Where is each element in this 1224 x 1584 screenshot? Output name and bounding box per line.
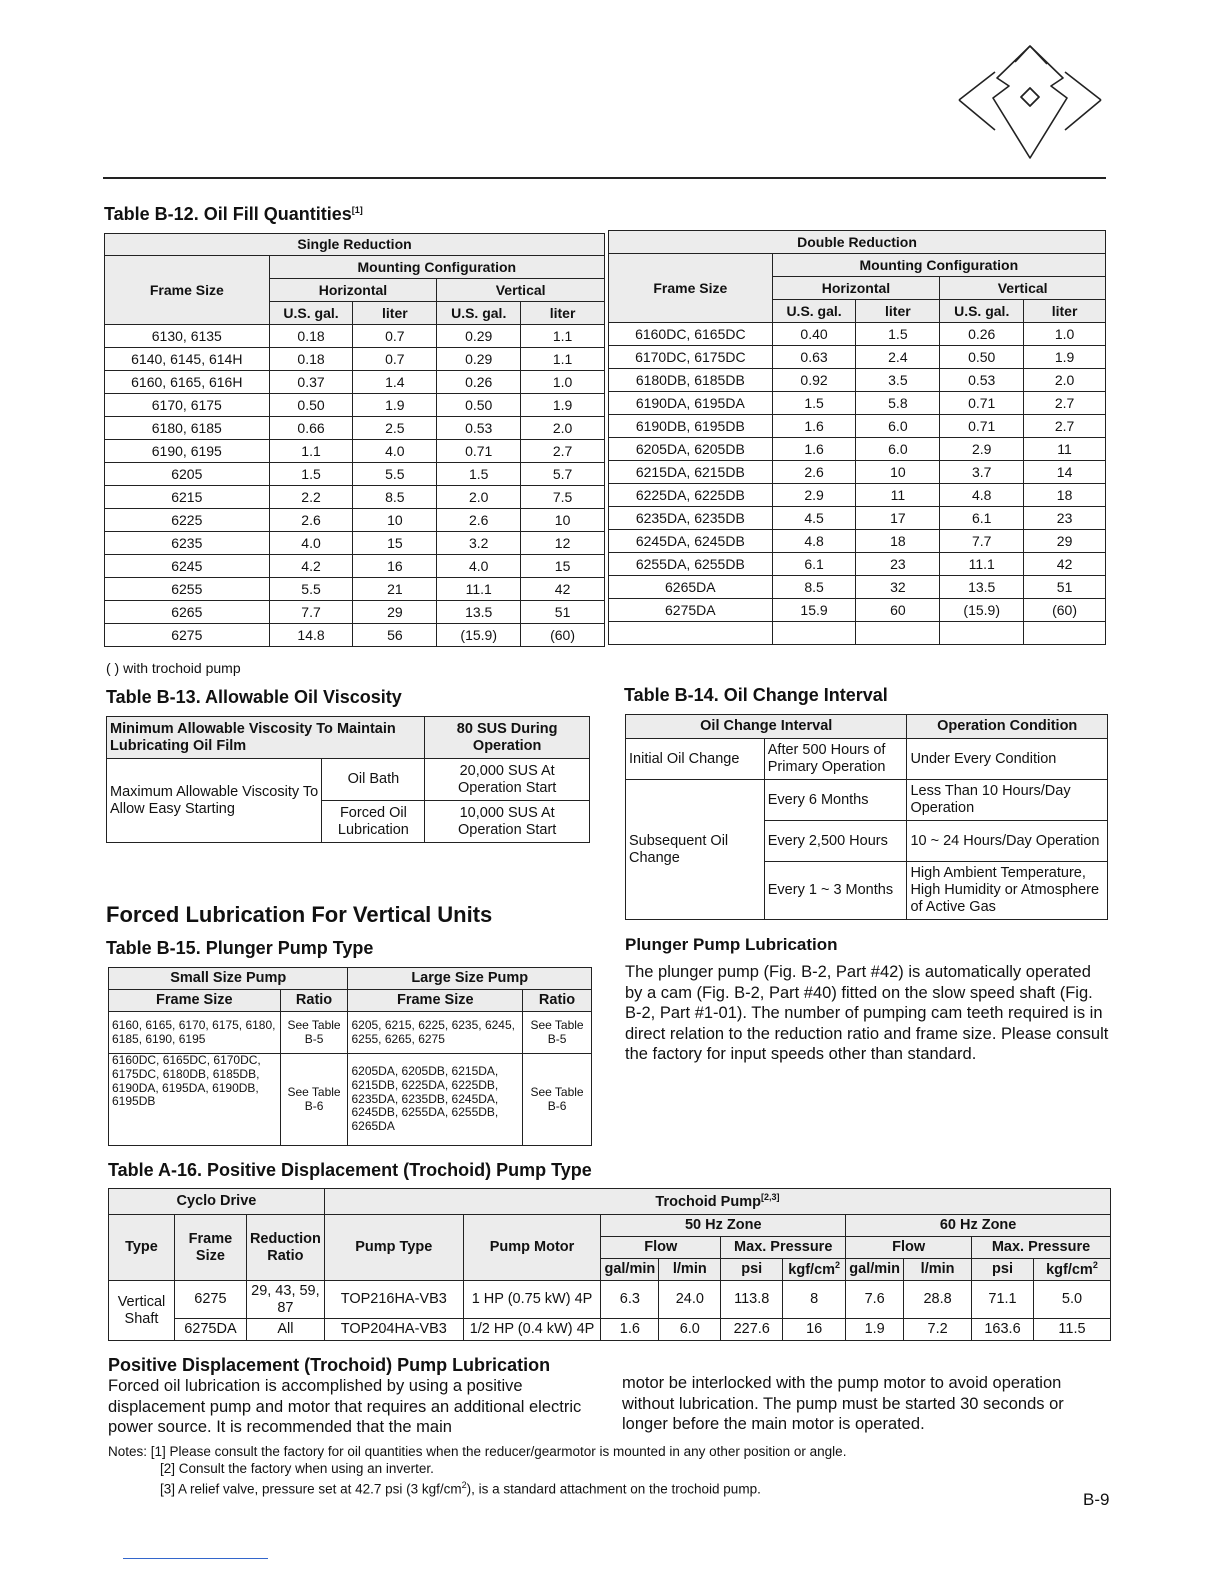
horizontal-header: Horizontal <box>269 279 437 302</box>
note-1: [1] Please consult the factory for oil quantities when the reducer/gearmotor is mounted in any other position or angle. <box>150 1444 847 1459</box>
table-cell: 51 <box>1024 576 1106 599</box>
plunger-heading: Plunger Pump Lubrication <box>625 935 838 954</box>
table-row <box>105 601 605 624</box>
operation-condition-header: Operation Condition <box>907 715 1108 739</box>
table-cell: 15 <box>353 532 437 555</box>
table-cell: 11 <box>1024 438 1106 461</box>
pdl-text-left: Forced oil lubrication is accomplished by using a positive displacement pump and motor that requires an additional electric power source. It is recommended that the main <box>108 1377 582 1436</box>
table-cell: 6265 <box>105 601 270 624</box>
gal-min-header: gal/min <box>601 1259 659 1281</box>
table-cell: 6205DA, 6205DB <box>609 438 773 461</box>
50hz-zone-header: 50 Hz Zone <box>601 1215 846 1237</box>
table-row <box>105 325 605 348</box>
table-cell: 15 <box>521 555 605 578</box>
table-cell: 14 <box>1024 461 1106 484</box>
table-cell: 29 <box>353 601 437 624</box>
table-cell: 5.5 <box>269 578 353 601</box>
table-cell: 3.7 <box>940 461 1024 484</box>
table-cell: 6.3 <box>601 1281 659 1319</box>
table-cell: 6225DA, 6225DB <box>609 484 773 507</box>
table-cell: 0.29 <box>437 325 521 348</box>
max-viscosity-label: Maximum Allowable Viscosity To Allow Easy Starting <box>107 759 322 843</box>
table-b12-single <box>104 233 605 647</box>
60hz-zone-header: 60 Hz Zone <box>846 1215 1111 1237</box>
pdl-text-right: motor be interlocked with the pump motor to avoid operation without lubrication. The pump must be started 30 seconds or longer before the main motor is operated. <box>622 1374 1064 1433</box>
max-pressure-header: Max. Pressure <box>972 1237 1111 1259</box>
vertical-header: Vertical <box>437 279 605 302</box>
table-row <box>609 576 1106 599</box>
table-cell: 6.1 <box>772 553 856 576</box>
gal-min-header: gal/min <box>846 1259 904 1281</box>
table-cell: 24.0 <box>659 1281 721 1319</box>
gal-header: U.S. gal. <box>269 302 353 325</box>
table-row <box>609 323 1106 346</box>
initial-oil-change: Initial Oil Change <box>626 739 765 780</box>
pdl-heading: Positive Displacement (Trochoid) Pump Lubrication <box>108 1355 551 1375</box>
table-cell: 0.50 <box>940 346 1024 369</box>
table-cell: All <box>246 1319 324 1341</box>
table-cell: 0.26 <box>940 323 1024 346</box>
table-cell: 71.1 <box>972 1281 1034 1319</box>
table-cell: 51 <box>521 601 605 624</box>
table-cell: 11.1 <box>940 553 1024 576</box>
table-cell: 7.7 <box>940 530 1024 553</box>
table-cell: 0.18 <box>269 348 353 371</box>
table-cell: 1.1 <box>269 440 353 463</box>
table-cell: 6275DA <box>609 599 773 622</box>
table-cell: 1.5 <box>437 463 521 486</box>
table-cell: 1.6 <box>772 415 856 438</box>
table-cell: 6245 <box>105 555 270 578</box>
table-cell: 0.40 <box>772 323 856 346</box>
pump-motor-header: Pump Motor <box>463 1215 601 1281</box>
frame-size-header: Frame Size <box>174 1215 246 1281</box>
header-rule <box>103 177 1106 179</box>
vertical-header: Vertical <box>940 277 1106 300</box>
trochoid-pump-header: Trochoid Pump[2,3] <box>324 1189 1110 1215</box>
flow-header: Flow <box>601 1237 721 1259</box>
forced-oil-value: 10,000 SUS At Operation Start <box>425 801 590 843</box>
table-cell: 3.5 <box>856 369 940 392</box>
table-b14 <box>625 714 1108 920</box>
table-cell: 10 <box>856 461 940 484</box>
table-row <box>105 371 605 394</box>
table-cell: 6215DA, 6215DB <box>609 461 773 484</box>
table-b12-title: Table B-12. Oil Fill Quantities[1] <box>104 204 363 224</box>
diamond-logo-icon <box>955 42 1105 162</box>
table-cell: 227.6 <box>721 1319 783 1341</box>
table-row <box>105 394 605 417</box>
table-cell: 0.26 <box>437 371 521 394</box>
table-cell: 1.0 <box>1024 323 1106 346</box>
table-cell: 1/2 HP (0.4 kW) 4P <box>463 1319 601 1341</box>
page-number: B-9 <box>1083 1490 1110 1509</box>
min-viscosity-label: Minimum Allowable Viscosity To Maintain Lubricating Oil Film <box>107 717 425 759</box>
condition-cell: Less Than 10 Hours/Day Operation <box>907 780 1108 821</box>
table-cell: 6130, 6135 <box>105 325 270 348</box>
gal-header: U.S. gal. <box>940 300 1024 323</box>
table-cell: 56 <box>353 624 437 647</box>
empty-row <box>609 622 1106 645</box>
table-cell: 163.6 <box>972 1319 1034 1341</box>
table-cell: 6160DC, 6165DC <box>609 323 773 346</box>
table-row <box>105 532 605 555</box>
empty-cell <box>609 622 773 645</box>
table-cell: 2.9 <box>940 438 1024 461</box>
table-cell: 0.53 <box>940 369 1024 392</box>
table-cell: (60) <box>521 624 605 647</box>
pump-type-header: Pump Type <box>324 1215 463 1281</box>
table-cell: 16 <box>353 555 437 578</box>
table-row <box>105 509 605 532</box>
empty-cell <box>940 622 1024 645</box>
notes <box>108 1443 846 1498</box>
table-cell: 2.5 <box>353 417 437 440</box>
table-cell: 18 <box>1024 484 1106 507</box>
table-cell: (15.9) <box>940 599 1024 622</box>
interval-cell: Every 1 ~ 3 Months <box>764 862 907 920</box>
oil-bath-label: Oil Bath <box>322 759 425 801</box>
table-a16-title: Table A-16. Positive Displacement (Trochoid) Pump Type <box>108 1160 592 1180</box>
table-cell: (15.9) <box>437 624 521 647</box>
ratio-ref-cell: See Table B-5 <box>523 1012 592 1054</box>
table-row <box>105 417 605 440</box>
table-cell: 2.6 <box>269 509 353 532</box>
table-cell: 60 <box>856 599 940 622</box>
table-cell: 4.8 <box>940 484 1024 507</box>
table-cell: 2.4 <box>856 346 940 369</box>
table-cell: TOP204HA-VB3 <box>324 1319 463 1341</box>
table-cell: 14.8 <box>269 624 353 647</box>
vertical-shaft-cell: Vertical Shaft <box>109 1281 175 1341</box>
table-cell: 1.0 <box>521 371 605 394</box>
table-cell: 6245DA, 6245DB <box>609 530 773 553</box>
empty-cell <box>772 622 856 645</box>
table-a16 <box>108 1188 1111 1341</box>
condition-cell: High Ambient Temperature, High Humidity or Atmosphere of Active Gas <box>907 862 1108 920</box>
table-cell: 6140, 6145, 614H <box>105 348 270 371</box>
frame-list-cell: 6205DA, 6205DB, 6215DA, 6215DB, 6225DA, 6225DB, 6235DA, 6235DB, 6245DA, 6245DB, 6255DA, 6255DB, 6265DA <box>348 1054 523 1146</box>
table-cell: 13.5 <box>437 601 521 624</box>
table-cell: 4.0 <box>353 440 437 463</box>
psi-header: psi <box>721 1259 783 1281</box>
table-cell: 1.9 <box>846 1319 904 1341</box>
mounting-header: Mounting Configuration <box>772 254 1105 277</box>
small-size-pump-header: Small Size Pump <box>109 968 348 990</box>
table-cell: 1.5 <box>856 323 940 346</box>
initial-condition: Under Every Condition <box>907 739 1108 780</box>
table-cell: 1.1 <box>521 325 605 348</box>
table-cell: 5.0 <box>1033 1281 1110 1319</box>
ratio-ref-cell: See Table B-6 <box>280 1054 348 1146</box>
table-cell: TOP216HA-VB3 <box>324 1281 463 1319</box>
table-row <box>609 553 1106 576</box>
table-cell: 6170, 6175 <box>105 394 270 417</box>
interval-cell: Every 6 Months <box>764 780 907 821</box>
table-cell: 0.7 <box>353 348 437 371</box>
table-cell: 0.7 <box>353 325 437 348</box>
table-cell: 0.53 <box>437 417 521 440</box>
table-cell: 6.0 <box>659 1319 721 1341</box>
empty-cell <box>1024 622 1106 645</box>
trochoid-note: ( ) with trochoid pump <box>106 660 241 676</box>
table-b13-title: Table B-13. Allowable Oil Viscosity <box>106 687 402 707</box>
table-cell: 6215 <box>105 486 270 509</box>
type-header: Type <box>109 1215 175 1281</box>
table-cell: 6205 <box>105 463 270 486</box>
table-cell: 1.5 <box>269 463 353 486</box>
table-cell: 0.71 <box>940 415 1024 438</box>
forced-oil-label: Forced Oil Lubrication <box>322 801 425 843</box>
table-cell: 8.5 <box>772 576 856 599</box>
table-row <box>105 624 605 647</box>
table-cell: 6255 <box>105 578 270 601</box>
table-cell: 6225 <box>105 509 270 532</box>
ratio-ref-cell: See Table B-6 <box>523 1054 592 1146</box>
condition-cell: 10 ~ 24 Hours/Day Operation <box>907 821 1108 862</box>
table-row <box>609 461 1106 484</box>
table-cell: 1.4 <box>353 371 437 394</box>
table-row <box>105 348 605 371</box>
empty-cell <box>856 622 940 645</box>
table-cell: 5.7 <box>521 463 605 486</box>
table-row <box>105 578 605 601</box>
oil-bath-value: 20,000 SUS At Operation Start <box>425 759 590 801</box>
psi-header: psi <box>972 1259 1034 1281</box>
table-cell: 23 <box>1024 507 1106 530</box>
table-cell: 5.8 <box>856 392 940 415</box>
note-3: [3] A relief valve, pressure set at 42.7 psi (3 kgf/$cm^2$), is a standard attachment on the trochoid pump. <box>160 1480 761 1497</box>
table-cell: 4.5 <box>772 507 856 530</box>
subsequent-oil-change: Subsequent Oil Change <box>626 780 765 920</box>
table-cell: 1.5 <box>772 392 856 415</box>
liter-header: liter <box>353 302 437 325</box>
kgf-header: kgf/$cm^2$ <box>1033 1259 1110 1281</box>
table-cell: 10 <box>521 509 605 532</box>
liter-header: liter <box>521 302 605 325</box>
plunger-text: The plunger pump (Fig. B-2, Part #42) is automatically operated by a cam (Fig. B-2, Part #40) fitted on the slow speed shaft (Fig. B-2, Part #1-01). The number of pumping cam teeth required is in direct relation to the reduction ratio and frame size. Please consult the factory for input speeds other than standard. <box>625 963 1109 1063</box>
table-cell: 6275DA <box>174 1319 246 1341</box>
table-cell: 32 <box>856 576 940 599</box>
horizontal-header: Horizontal <box>772 277 940 300</box>
table-cell: 10 <box>353 509 437 532</box>
table-cell: 2.7 <box>521 440 605 463</box>
notes-label: Notes: <box>108 1444 148 1459</box>
liter-header: liter <box>856 300 940 323</box>
table-cell: 4.0 <box>269 532 353 555</box>
table-cell: 0.50 <box>269 394 353 417</box>
gal-header: U.S. gal. <box>437 302 521 325</box>
table-cell: 42 <box>521 578 605 601</box>
table-b15 <box>108 967 592 1146</box>
table-cell: 0.66 <box>269 417 353 440</box>
table-cell: 15.9 <box>772 599 856 622</box>
large-size-pump-header: Large Size Pump <box>348 968 592 990</box>
table-cell: 0.63 <box>772 346 856 369</box>
table-cell: 2.0 <box>1024 369 1106 392</box>
cyclo-drive-header: Cyclo Drive <box>109 1189 325 1215</box>
table-cell: 7.5 <box>521 486 605 509</box>
table-cell: 2.0 <box>521 417 605 440</box>
table-cell: 18 <box>856 530 940 553</box>
table-cell: 2.7 <box>1024 392 1106 415</box>
initial-interval: After 500 Hours of Primary Operation <box>764 739 907 780</box>
table-cell: 21 <box>353 578 437 601</box>
table-cell: 6235DA, 6235DB <box>609 507 773 530</box>
table-cell: 13.5 <box>940 576 1024 599</box>
table-cell: 6275 <box>174 1281 246 1319</box>
table-cell: 6275 <box>105 624 270 647</box>
table-b13 <box>106 716 590 843</box>
table-cell: 2.9 <box>772 484 856 507</box>
table-cell: 113.8 <box>721 1281 783 1319</box>
frame-list-cell: 6205, 6215, 6225, 6235, 6245, 6255, 6265, 6275 <box>348 1012 523 1054</box>
table-cell: 6170DC, 6175DC <box>609 346 773 369</box>
ratio-ref-cell: See Table B-5 <box>280 1012 348 1054</box>
frame-size-header: Frame Size <box>609 254 773 323</box>
table-b14-title: Table B-14. Oil Change Interval <box>624 685 888 705</box>
table-cell: 17 <box>856 507 940 530</box>
table-cell: 1.9 <box>521 394 605 417</box>
table-cell: 6180, 6185 <box>105 417 270 440</box>
frame-size-header: Frame Size <box>105 256 270 325</box>
table-cell: 1.9 <box>353 394 437 417</box>
table-row <box>609 438 1106 461</box>
table-cell: 6190DB, 6195DB <box>609 415 773 438</box>
table-row <box>105 463 605 486</box>
footer-line <box>123 1558 268 1559</box>
table-row <box>105 440 605 463</box>
double-reduction-header: Double Reduction <box>609 231 1106 254</box>
table-row <box>105 486 605 509</box>
table-cell: 0.29 <box>437 348 521 371</box>
table-cell: 1.6 <box>601 1319 659 1341</box>
table-cell: 3.2 <box>437 532 521 555</box>
table-cell: 4.2 <box>269 555 353 578</box>
table-cell: 2.7 <box>1024 415 1106 438</box>
flow-header: Flow <box>846 1237 972 1259</box>
table-cell: 6190, 6195 <box>105 440 270 463</box>
table-b12-double <box>608 230 1106 645</box>
table-row <box>609 507 1106 530</box>
table-row <box>609 530 1106 553</box>
table-cell: 6265DA <box>609 576 773 599</box>
frame-list-cell: 6160DC, 6165DC, 6170DC, 6175DC, 6180DB, 6185DB, 6190DA, 6195DA, 6190DB, 6195DB <box>109 1054 281 1146</box>
table-cell: 42 <box>1024 553 1106 576</box>
table-cell: 2.6 <box>437 509 521 532</box>
table-cell: 6190DA, 6195DA <box>609 392 773 415</box>
frame-size-header: Frame Size <box>348 990 523 1012</box>
table-b15-title: Table B-15. Plunger Pump Type <box>106 938 374 958</box>
table-cell: 6.0 <box>856 438 940 461</box>
table-cell: 7.6 <box>846 1281 904 1319</box>
table-cell: 0.71 <box>437 440 521 463</box>
l-min-header: l/min <box>904 1259 972 1281</box>
table-row <box>609 599 1106 622</box>
table-cell: 2.6 <box>772 461 856 484</box>
table-cell: 1 HP (0.75 kW) 4P <box>463 1281 601 1319</box>
table-cell: 6.1 <box>940 507 1024 530</box>
table-cell: 6180DB, 6185DB <box>609 369 773 392</box>
table-cell: 16 <box>783 1319 846 1341</box>
table-cell: 2.0 <box>437 486 521 509</box>
table-row <box>105 555 605 578</box>
table-cell: 11 <box>856 484 940 507</box>
interval-cell: Every 2,500 Hours <box>764 821 907 862</box>
table-cell: 11.1 <box>437 578 521 601</box>
l-min-header: l/min <box>659 1259 721 1281</box>
table-cell: 5.5 <box>353 463 437 486</box>
table-cell: 12 <box>521 532 605 555</box>
frame-list-cell: 6160, 6165, 6170, 6175, 6180, 6185, 6190, 6195 <box>109 1012 281 1054</box>
table-row <box>609 415 1106 438</box>
table-cell: 6.0 <box>856 415 940 438</box>
table-cell: 8.5 <box>353 486 437 509</box>
table-cell: 28.8 <box>904 1281 972 1319</box>
table-cell: 11.5 <box>1033 1319 1110 1341</box>
table-cell: 0.92 <box>772 369 856 392</box>
table-cell: 29 <box>1024 530 1106 553</box>
frame-size-header: Frame Size <box>109 990 281 1012</box>
mounting-header: Mounting Configuration <box>269 256 604 279</box>
liter-header: liter <box>1024 300 1106 323</box>
single-reduction-header: Single Reduction <box>105 234 605 256</box>
table-cell: 29, 43, 59, 87 <box>246 1281 324 1319</box>
table-cell: 7.2 <box>904 1319 972 1341</box>
table-cell: 23 <box>856 553 940 576</box>
table-cell: 7.7 <box>269 601 353 624</box>
table-cell: 0.18 <box>269 325 353 348</box>
table-cell: 0.50 <box>437 394 521 417</box>
table-cell: (60) <box>1024 599 1106 622</box>
oil-change-interval-header: Oil Change Interval <box>626 715 907 739</box>
table-row <box>609 484 1106 507</box>
note-2: [2] Consult the factory when using an inverter. <box>160 1461 434 1476</box>
reduction-ratio-header: Reduction Ratio <box>246 1215 324 1281</box>
table-cell: 1.6 <box>772 438 856 461</box>
table-cell: 1.9 <box>1024 346 1106 369</box>
table-row <box>609 346 1106 369</box>
forced-lubrication-heading: Forced Lubrication For Vertical Units <box>106 902 493 927</box>
table-cell: 8 <box>783 1281 846 1319</box>
table-cell: 4.8 <box>772 530 856 553</box>
table-cell: 6235 <box>105 532 270 555</box>
table-cell: 6255DA, 6255DB <box>609 553 773 576</box>
table-cell: 0.71 <box>940 392 1024 415</box>
table-row <box>609 392 1106 415</box>
min-viscosity-value: 80 SUS During Operation <box>425 717 590 759</box>
table-cell: 1.1 <box>521 348 605 371</box>
kgf-header: kgf/$cm^2$ <box>783 1259 846 1281</box>
table-row <box>609 369 1106 392</box>
table-cell: 6160, 6165, 616H <box>105 371 270 394</box>
table-cell: 0.37 <box>269 371 353 394</box>
max-pressure-header: Max. Pressure <box>721 1237 846 1259</box>
gal-header: U.S. gal. <box>772 300 856 323</box>
ratio-header: Ratio <box>280 990 348 1012</box>
table-cell: 2.2 <box>269 486 353 509</box>
ratio-header: Ratio <box>523 990 592 1012</box>
table-cell: 4.0 <box>437 555 521 578</box>
